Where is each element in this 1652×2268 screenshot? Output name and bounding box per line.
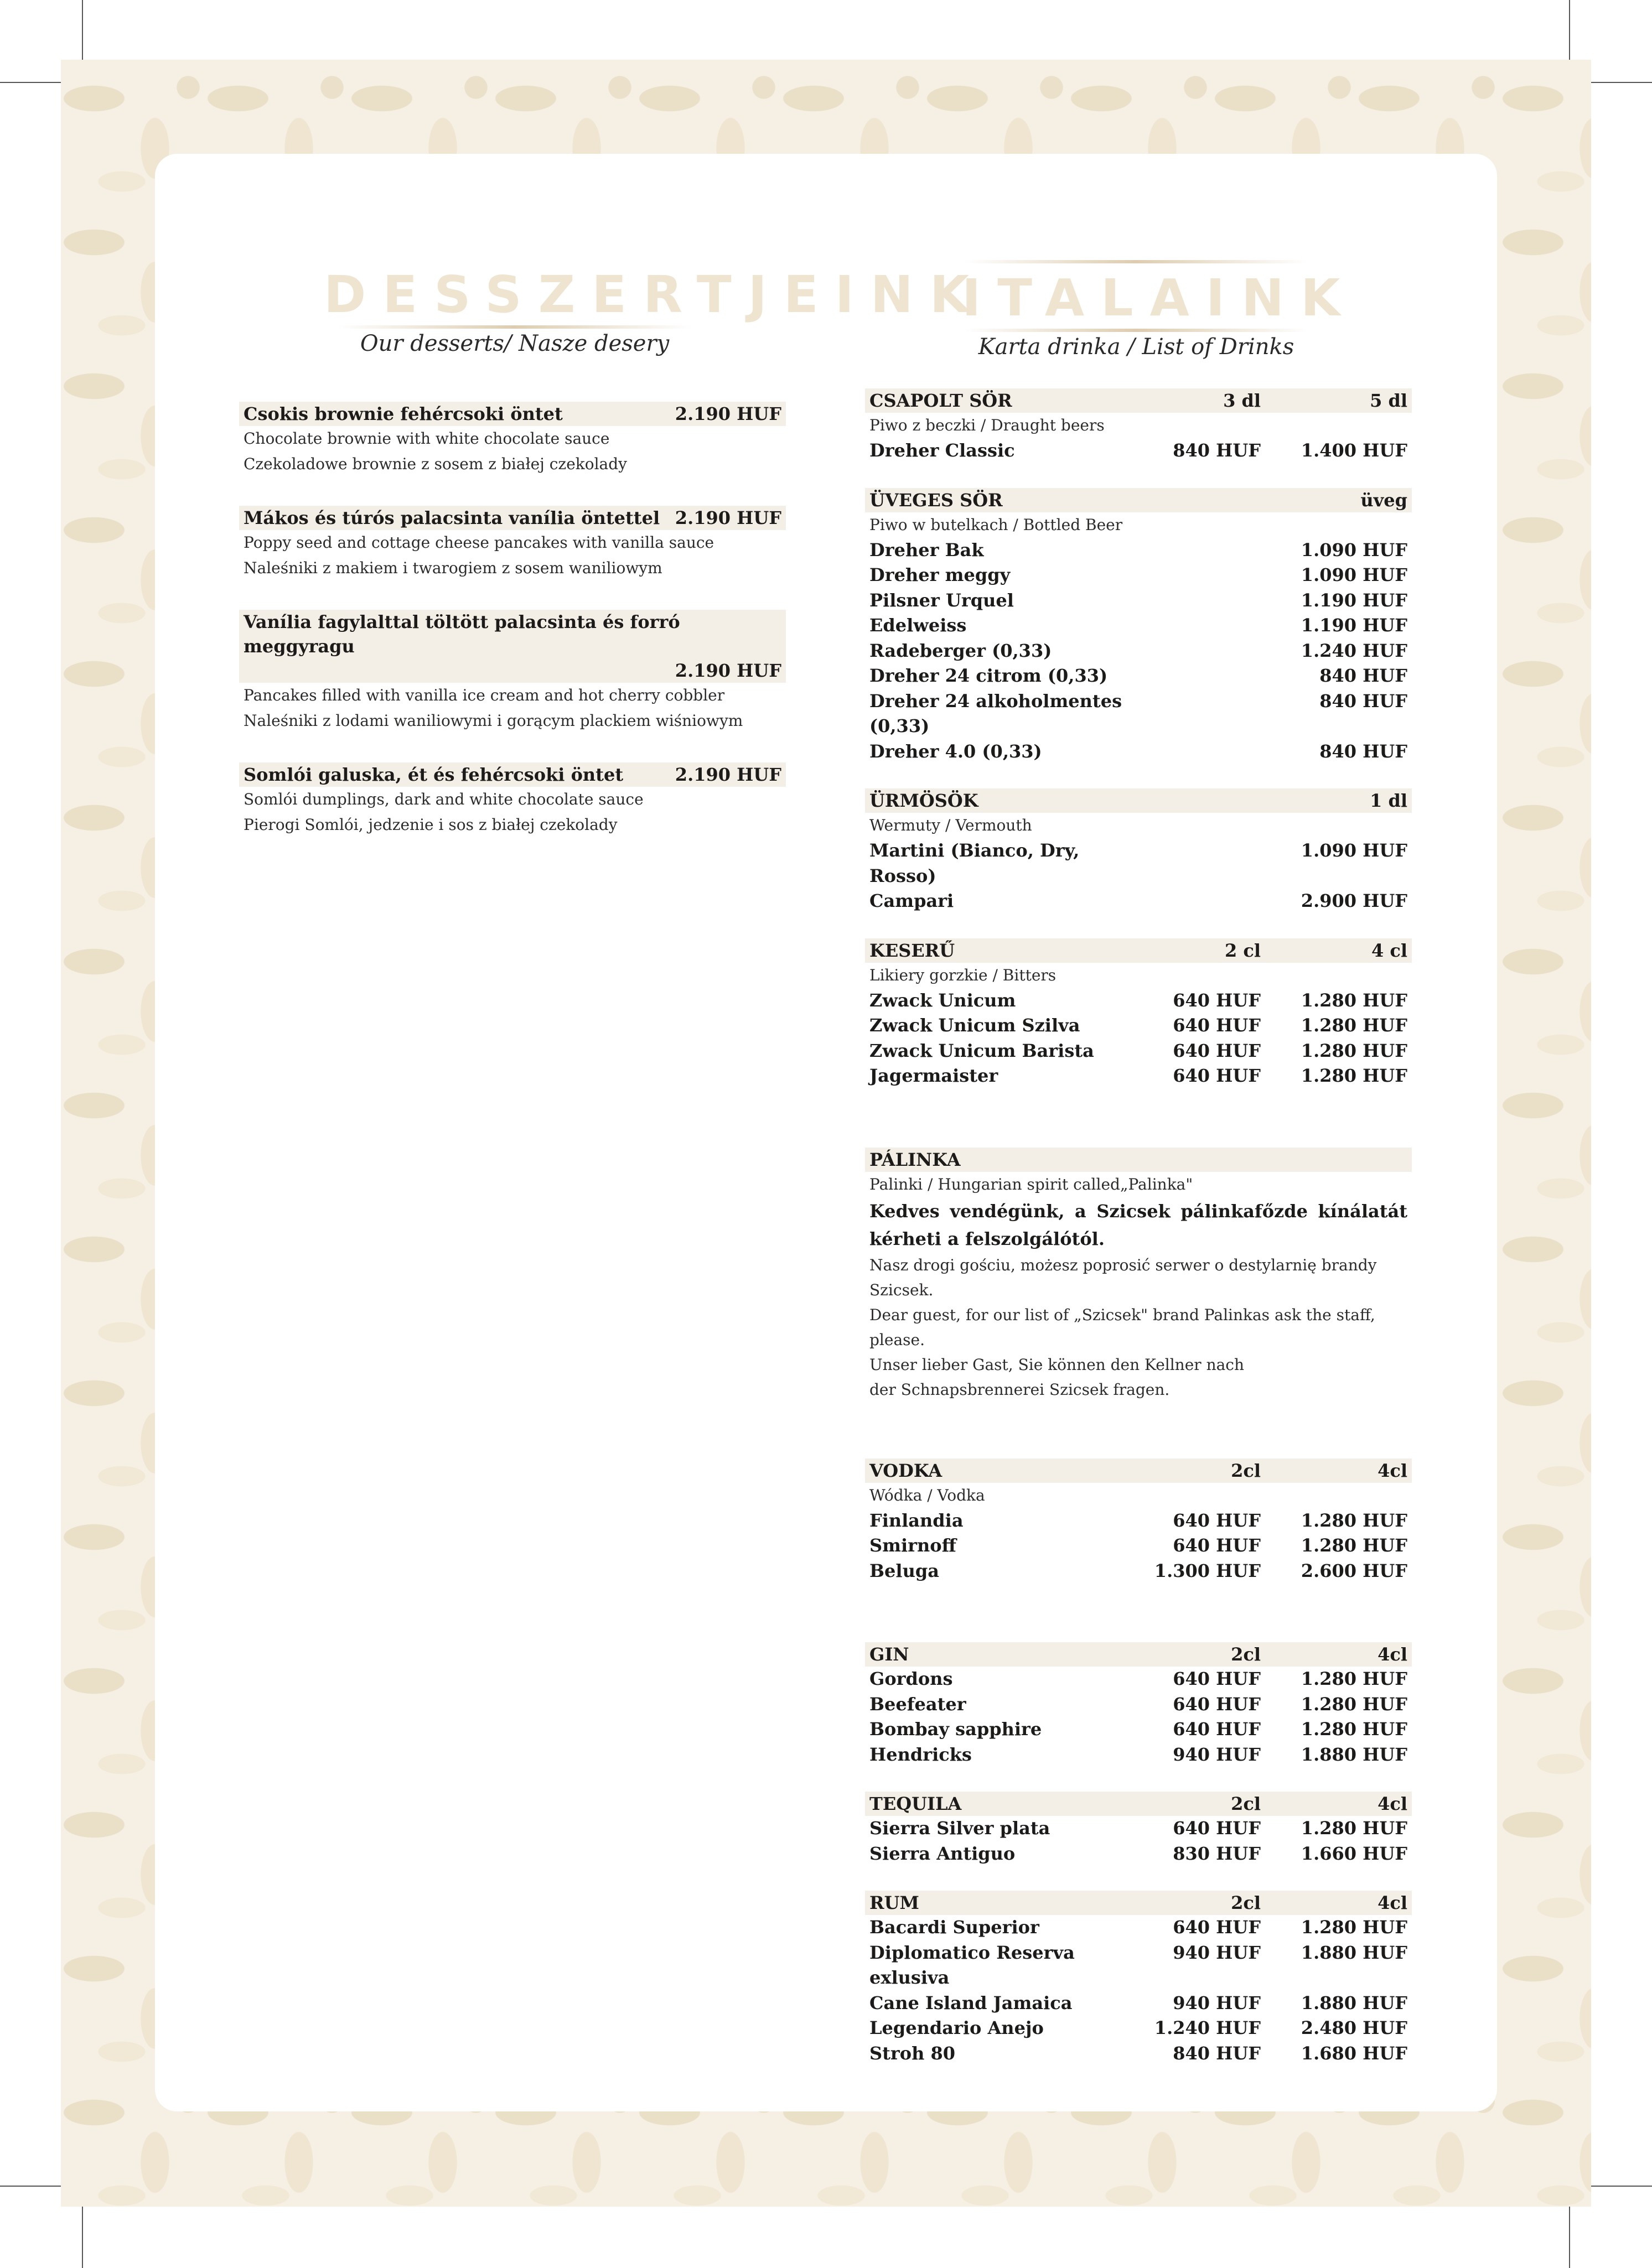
group-header xyxy=(865,788,1412,813)
drink-price-small xyxy=(1145,538,1261,563)
dessert-name: Somlói galuska, ét és fehércsoki öntet xyxy=(244,764,624,785)
drink-price-large: 1.880 HUF xyxy=(1301,1942,1407,1963)
drink-price-small: 830 HUF xyxy=(1173,1843,1261,1864)
group-name: KESERŰ xyxy=(869,940,955,961)
drink-row xyxy=(865,639,1412,664)
drink-price-large: 1.280 HUF xyxy=(1301,1509,1407,1531)
drink-price-large: 1.400 HUF xyxy=(1301,440,1407,461)
group-name: TEQUILA xyxy=(869,1793,962,1814)
dessert-desc-en: Poppy seed and cottage cheese pancakes with vanilla sauce xyxy=(244,533,714,552)
drink-row xyxy=(865,1717,1412,1742)
drink-name: Beluga xyxy=(869,1560,939,1581)
drink-name: Pilsner Urquel xyxy=(869,589,1014,611)
drink-row xyxy=(865,1667,1412,1692)
desserts-title: DESSZERTJEINK xyxy=(324,265,986,324)
drink-row xyxy=(865,613,1412,639)
drink-price-large: 2.480 HUF xyxy=(1301,2017,1407,2038)
drink-row xyxy=(865,1533,1412,1559)
drink-name: Bacardi Superior xyxy=(869,1917,1039,1938)
group-header xyxy=(865,938,1412,963)
drink-name: Legendario Anejo xyxy=(869,2017,1044,2038)
dessert-item xyxy=(239,506,786,581)
desserts-subtitle: Our desserts/ Nasze desery xyxy=(360,331,670,356)
crop-mark xyxy=(1590,82,1652,83)
drink-price-large: 1.680 HUF xyxy=(1301,2042,1407,2064)
crop-mark xyxy=(82,0,83,62)
dessert-name: Mákos és túrós palacsinta vanília öntettel xyxy=(244,507,660,528)
drink-price-large: 1.280 HUF xyxy=(1301,1015,1407,1036)
drink-name: Hendricks xyxy=(869,1743,972,1765)
drink-name: Edelweiss xyxy=(869,615,967,636)
drink-price-large: 1.280 HUF xyxy=(1301,1719,1407,1740)
group-subtitle: Wódka / Vodka xyxy=(869,1486,985,1504)
size-col-2: 5 dl xyxy=(1370,390,1407,411)
size-col-1: 2 cl xyxy=(1224,940,1261,961)
drink-price-large: 1.280 HUF xyxy=(1301,989,1407,1011)
dessert-name: Vanília fagylalttal töltött palacsinta és forró meggyragu xyxy=(244,611,680,657)
drink-price-large: 1.280 HUF xyxy=(1301,1818,1407,1839)
drink-name: Cane Island Jamaica xyxy=(869,1992,1073,2013)
drink-price-small: 840 HUF xyxy=(1173,440,1261,461)
crop-mark xyxy=(1590,2186,1652,2187)
dessert-desc-pl: Naleśniki z makiem i twarogiem z sosem waniliowym xyxy=(244,559,662,577)
drink-row xyxy=(865,2016,1412,2041)
drink-price-large: 1.280 HUF xyxy=(1301,1668,1407,1689)
dessert-name-bar xyxy=(239,610,786,683)
drink-name: Stroh 80 xyxy=(869,2042,956,2064)
drink-price-small: 940 HUF xyxy=(1173,1743,1261,1765)
drink-name: Radeberger (0,33) xyxy=(869,640,1052,661)
drink-group-rum xyxy=(865,1891,1412,2066)
drink-name: Beefeater xyxy=(869,1693,966,1715)
drink-price-large: 1.240 HUF xyxy=(1301,640,1407,661)
palinka-note-pl: Nasz drogi gościu, możesz poprosić serwer o destylarnię brandy Szicsek. xyxy=(869,1255,1377,1299)
crop-mark xyxy=(0,2186,62,2187)
drink-price-large: 1.280 HUF xyxy=(1301,1917,1407,1938)
crop-mark xyxy=(0,82,62,83)
drink-price-large: 840 HUF xyxy=(1319,740,1407,762)
drink-name: Smirnoff xyxy=(869,1535,956,1556)
group-name: ÜVEGES SÖR xyxy=(869,489,1003,511)
drink-group-gin xyxy=(865,1642,1412,1767)
drink-name: Dreher 24 citrom (0,33) xyxy=(869,665,1108,686)
drink-name: Zwack Unicum xyxy=(869,989,1016,1011)
size-col-2: üveg xyxy=(1360,489,1407,511)
heading-rule xyxy=(965,260,1308,263)
drink-price-large: 2.900 HUF xyxy=(1301,890,1407,911)
drink-price-large: 1.280 HUF xyxy=(1301,1535,1407,1556)
drink-group-uveges xyxy=(865,488,1412,765)
drink-row xyxy=(865,438,1412,464)
drink-name: Dreher 4.0 (0,33) xyxy=(869,740,1042,762)
drink-row xyxy=(865,588,1412,614)
heading-rule xyxy=(338,325,692,329)
drink-group-urmosok xyxy=(865,788,1412,914)
dessert-name-bar xyxy=(239,762,786,787)
drink-name: Dreher meggy xyxy=(869,564,1011,585)
drink-name: Diplomatico Reserva exlusiva xyxy=(869,1942,1075,1988)
drinks-title: ITALAINK xyxy=(962,268,1357,328)
drink-price-large: 840 HUF xyxy=(1319,690,1407,712)
drink-name: Sierra Silver plata xyxy=(869,1818,1050,1839)
dessert-item xyxy=(239,402,786,477)
drink-price-large: 1.280 HUF xyxy=(1301,1040,1407,1061)
group-header xyxy=(865,1792,1412,1816)
palinka-note-en: Dear guest, for our list of „Szicsek" brand Palinkas ask the staff, please. xyxy=(869,1305,1375,1349)
size-col-1 xyxy=(1145,788,1261,813)
drink-price-large: 1.090 HUF xyxy=(1301,564,1407,585)
drink-name: Zwack Unicum Szilva xyxy=(869,1015,1080,1036)
drink-price-small: 840 HUF xyxy=(1173,2042,1261,2064)
desserts-heading xyxy=(324,264,986,356)
drinks-subtitle: Karta drinka / List of Drinks xyxy=(978,334,1294,360)
drink-price-small xyxy=(1145,689,1261,739)
drink-row xyxy=(865,689,1412,739)
drink-price-small xyxy=(1145,889,1261,914)
palinka-note-de: der Schnapsbrennerei Szicsek fragen. xyxy=(869,1380,1170,1399)
size-col-1: 2cl xyxy=(1231,1892,1261,1913)
crop-mark xyxy=(82,2206,83,2268)
drink-price-large: 1.090 HUF xyxy=(1301,840,1407,861)
size-col-2: 4cl xyxy=(1377,1793,1407,1814)
crop-mark xyxy=(1569,2206,1570,2268)
drink-price-small: 640 HUF xyxy=(1173,1040,1261,1061)
drink-name: Bombay sapphire xyxy=(869,1719,1042,1740)
crop-mark xyxy=(1569,0,1570,62)
drink-name: Gordons xyxy=(869,1668,953,1689)
drink-row xyxy=(865,1915,1412,1940)
drink-price-small: 940 HUF xyxy=(1173,1942,1261,1963)
drink-name: Sierra Antiguo xyxy=(869,1843,1016,1864)
group-header xyxy=(865,1459,1412,1483)
drink-price-small xyxy=(1145,663,1261,689)
dessert-desc-en: Somlói dumplings, dark and white chocolate sauce xyxy=(244,790,644,808)
drink-row xyxy=(865,1559,1412,1584)
drink-price-large: 1.880 HUF xyxy=(1301,1992,1407,2013)
drink-price-small xyxy=(1145,563,1261,588)
drink-price-large: 1.660 HUF xyxy=(1301,1843,1407,1864)
drink-price-large: 1.880 HUF xyxy=(1301,1743,1407,1765)
drink-row xyxy=(865,1013,1412,1039)
group-subtitle: Palinki / Hungarian spirit called„Palinka" xyxy=(869,1175,1193,1193)
group-header xyxy=(865,488,1412,512)
group-name: CSAPOLT SÖR xyxy=(869,390,1012,411)
dessert-desc-pl: Pierogi Somlói, jedzenie i sos z białej czekolady xyxy=(244,816,618,834)
group-header xyxy=(865,1148,1412,1172)
size-col-1: 3 dl xyxy=(1223,390,1261,411)
drink-row xyxy=(865,889,1412,914)
group-subtitle: Wermuty / Vermouth xyxy=(869,816,1032,834)
drink-price-large: 2.600 HUF xyxy=(1301,1560,1407,1581)
drink-name: Dreher 24 alkoholmentes (0,33) xyxy=(869,690,1122,736)
group-name: PÁLINKA xyxy=(869,1149,961,1170)
drink-name: Finlandia xyxy=(869,1509,964,1531)
palinka-note-de: Unser lieber Gast, Sie können den Kellner nach xyxy=(869,1355,1245,1374)
drink-price-large: 840 HUF xyxy=(1319,665,1407,686)
desserts-list xyxy=(239,402,786,866)
drink-name: Martini (Bianco, Dry, Rosso) xyxy=(869,840,1080,886)
drink-price-small: 640 HUF xyxy=(1173,1719,1261,1740)
group-header xyxy=(865,1642,1412,1667)
drinks-heading xyxy=(962,260,1357,360)
palinka-note-hu: Kedves vendégünk, a Szicsek pálinkafőzde kínálatát kérheti a felszolgálótól. xyxy=(869,1200,1407,1249)
drink-name: Jagermaister xyxy=(869,1065,998,1086)
drink-price-large: 1.090 HUF xyxy=(1301,539,1407,560)
drink-price-small: 940 HUF xyxy=(1173,1992,1261,2013)
drinks-list xyxy=(865,388,1412,2090)
group-subtitle: Likiery gorzkie / Bitters xyxy=(869,966,1057,984)
group-header xyxy=(865,388,1412,413)
drink-price-small xyxy=(1145,588,1261,614)
drink-group-vodka xyxy=(865,1459,1412,1584)
drink-row xyxy=(865,1991,1412,2016)
drink-row xyxy=(865,1063,1412,1089)
dessert-desc-pl: Naleśniki z lodami waniliowymi i gorącym plackiem wiśniowym xyxy=(244,712,743,730)
dessert-desc-en: Chocolate brownie with white chocolate sauce xyxy=(244,429,610,448)
drink-price-large: 1.190 HUF xyxy=(1301,615,1407,636)
size-col-2: 4cl xyxy=(1377,1460,1407,1481)
dessert-price: 2.190 HUF xyxy=(675,764,781,785)
dessert-name: Csokis brownie fehércsoki öntet xyxy=(244,403,563,424)
drink-price-small: 1.300 HUF xyxy=(1154,1560,1261,1581)
drink-row xyxy=(865,1039,1412,1064)
drink-row xyxy=(865,1940,1412,1991)
drink-row xyxy=(865,988,1412,1014)
dessert-desc-pl: Czekoladowe brownie z sosem z białej czekolady xyxy=(244,455,627,473)
drink-price-large: 1.280 HUF xyxy=(1301,1693,1407,1715)
drink-row xyxy=(865,1841,1412,1867)
group-name: ÜRMÖSÖK xyxy=(869,790,978,811)
dessert-desc-en: Pancakes filled with vanilla ice cream and hot cherry cobbler xyxy=(244,686,725,704)
drink-price-large: 1.280 HUF xyxy=(1301,1065,1407,1086)
dessert-name-bar xyxy=(239,402,786,426)
drink-price-small: 640 HUF xyxy=(1173,1509,1261,1531)
group-subtitle: Piwo w butelkach / Bottled Beer xyxy=(869,515,1123,534)
drink-price-small xyxy=(1145,739,1261,765)
drink-group-palinka xyxy=(865,1148,1412,1402)
drink-name: Zwack Unicum Barista xyxy=(869,1040,1094,1061)
drink-row xyxy=(865,1508,1412,1534)
drink-price-small: 640 HUF xyxy=(1173,1693,1261,1715)
drink-price-small: 1.240 HUF xyxy=(1154,2017,1261,2038)
drink-row xyxy=(865,739,1412,765)
size-col-2: 4cl xyxy=(1377,1892,1407,1913)
drink-price-small xyxy=(1145,838,1261,889)
drink-row xyxy=(865,1692,1412,1717)
dessert-item xyxy=(239,762,786,838)
group-header xyxy=(865,1891,1412,1915)
drink-name: Dreher Classic xyxy=(869,440,1015,461)
drink-row xyxy=(865,538,1412,563)
dessert-name-bar xyxy=(239,506,786,530)
drink-price-small: 640 HUF xyxy=(1173,1668,1261,1689)
size-col-2: 1 dl xyxy=(1370,790,1407,811)
size-col-2: 4cl xyxy=(1377,1644,1407,1665)
dessert-price: 2.190 HUF xyxy=(675,660,781,681)
group-name: RUM xyxy=(869,1892,919,1913)
size-col-1 xyxy=(1145,488,1261,512)
size-col-1: 2cl xyxy=(1231,1793,1261,1814)
drink-group-csapolt xyxy=(865,388,1412,464)
size-col-1: 2cl xyxy=(1231,1644,1261,1665)
size-col-1: 2cl xyxy=(1231,1460,1261,1481)
dessert-price: 2.190 HUF xyxy=(675,507,781,528)
drink-row xyxy=(865,1742,1412,1768)
drink-row xyxy=(865,663,1412,689)
drink-price-small: 640 HUF xyxy=(1173,1818,1261,1839)
group-name: GIN xyxy=(869,1644,909,1665)
size-col-2: 4 cl xyxy=(1371,940,1407,961)
dessert-item xyxy=(239,610,786,734)
drink-row xyxy=(865,563,1412,588)
drink-row xyxy=(865,838,1412,889)
dessert-price: 2.190 HUF xyxy=(675,403,781,424)
drink-price-small: 640 HUF xyxy=(1173,1065,1261,1086)
drink-price-small: 640 HUF xyxy=(1173,989,1261,1011)
drink-name: Campari xyxy=(869,890,954,911)
drink-price-small xyxy=(1145,639,1261,664)
drink-price-small xyxy=(1145,613,1261,639)
group-subtitle: Piwo z beczki / Draught beers xyxy=(869,416,1105,434)
drink-price-large: 1.190 HUF xyxy=(1301,589,1407,611)
drink-name: Dreher Bak xyxy=(869,539,984,560)
drink-price-small: 640 HUF xyxy=(1173,1015,1261,1036)
drink-price-small: 640 HUF xyxy=(1173,1535,1261,1556)
drink-group-tequila xyxy=(865,1792,1412,1866)
drink-price-small: 640 HUF xyxy=(1173,1917,1261,1938)
group-name: VODKA xyxy=(869,1460,942,1481)
heading-rule xyxy=(965,329,1308,332)
drink-row xyxy=(865,2041,1412,2067)
drink-group-keseru xyxy=(865,938,1412,1089)
drink-row xyxy=(865,1816,1412,1841)
